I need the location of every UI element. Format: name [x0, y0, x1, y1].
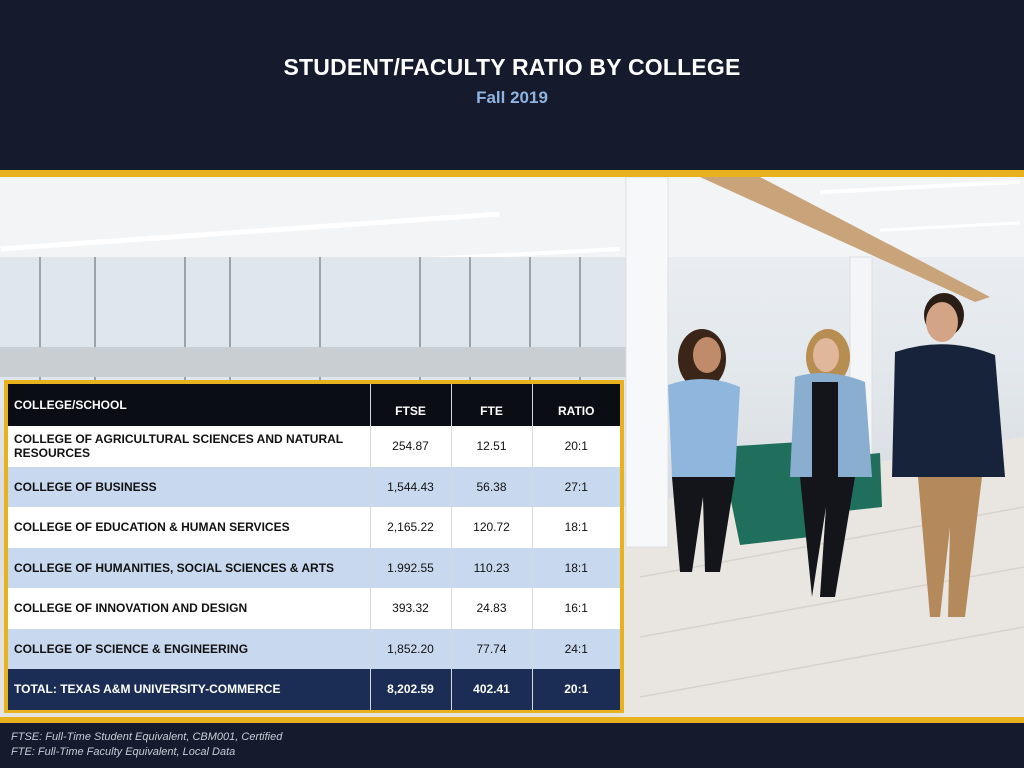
- row-ratio: 27:1: [532, 467, 620, 508]
- total-fte: 402.41: [451, 669, 532, 710]
- table-row: [8, 426, 620, 467]
- row-ratio: 18:1: [532, 507, 620, 548]
- row-ftse: 1.992.55: [370, 548, 451, 589]
- row-ftse: 254.87: [370, 426, 451, 467]
- row-college: COLLEGE OF INNOVATION AND DESIGN: [8, 588, 370, 629]
- table-header-row: [8, 384, 620, 426]
- row-ftse: 1,852.20: [370, 629, 451, 670]
- table-row: [8, 467, 620, 508]
- footnote-ftse: FTSE: Full-Time Student Equivalent, CBM001, Certified: [11, 731, 283, 743]
- row-fte: 77.74: [451, 629, 532, 670]
- header-fte: FTE: [451, 384, 532, 426]
- row-college: COLLEGE OF BUSINESS: [8, 467, 370, 508]
- row-college: COLLEGE OF HUMANITIES, SOCIAL SCIENCES & ARTS: [8, 548, 370, 589]
- table-row: [8, 588, 620, 629]
- row-fte: 56.38: [451, 467, 532, 508]
- row-college: COLLEGE OF SCIENCE & ENGINEERING: [8, 629, 370, 670]
- total-college: TOTAL: TEXAS A&M UNIVERSITY-COMMERCE: [8, 669, 370, 710]
- row-ftse: 2,165.22: [370, 507, 451, 548]
- row-fte: 24.83: [451, 588, 532, 629]
- header-ratio: RATIO: [532, 384, 620, 426]
- table-row: [8, 548, 620, 589]
- total-ftse: 8,202.59: [370, 669, 451, 710]
- row-ratio: 16:1: [532, 588, 620, 629]
- table-row: [8, 629, 620, 670]
- row-ftse: 393.32: [370, 588, 451, 629]
- ratio-table: [8, 384, 620, 710]
- row-fte: 12.51: [451, 426, 532, 467]
- table-row: [8, 507, 620, 548]
- gold-divider-top: [0, 170, 1024, 177]
- page-title: STUDENT/FACULTY RATIO BY COLLEGE: [283, 54, 741, 80]
- row-ftse: 1,544.43: [370, 467, 451, 508]
- page-subtitle: Fall 2019: [476, 88, 548, 107]
- row-college: COLLEGE OF EDUCATION & HUMAN SERVICES: [8, 507, 370, 548]
- ratio-table-frame: [4, 380, 624, 713]
- header-ftse: FTSE: [370, 384, 451, 426]
- footnote-fte: FTE: Full-Time Faculty Equivalent, Local Data: [11, 746, 236, 758]
- row-ratio: 24:1: [532, 629, 620, 670]
- table-total-row: [8, 669, 620, 710]
- total-ratio: 20:1: [532, 669, 620, 710]
- header-band: [0, 0, 1024, 170]
- row-college: COLLEGE OF AGRICULTURAL SCIENCES AND NATURAL RESOURCES: [8, 426, 370, 467]
- header-college: COLLEGE/SCHOOL: [8, 384, 370, 426]
- row-ratio: 20:1: [532, 426, 620, 467]
- row-fte: 110.23: [451, 548, 532, 589]
- row-ratio: 18:1: [532, 548, 620, 589]
- row-fte: 120.72: [451, 507, 532, 548]
